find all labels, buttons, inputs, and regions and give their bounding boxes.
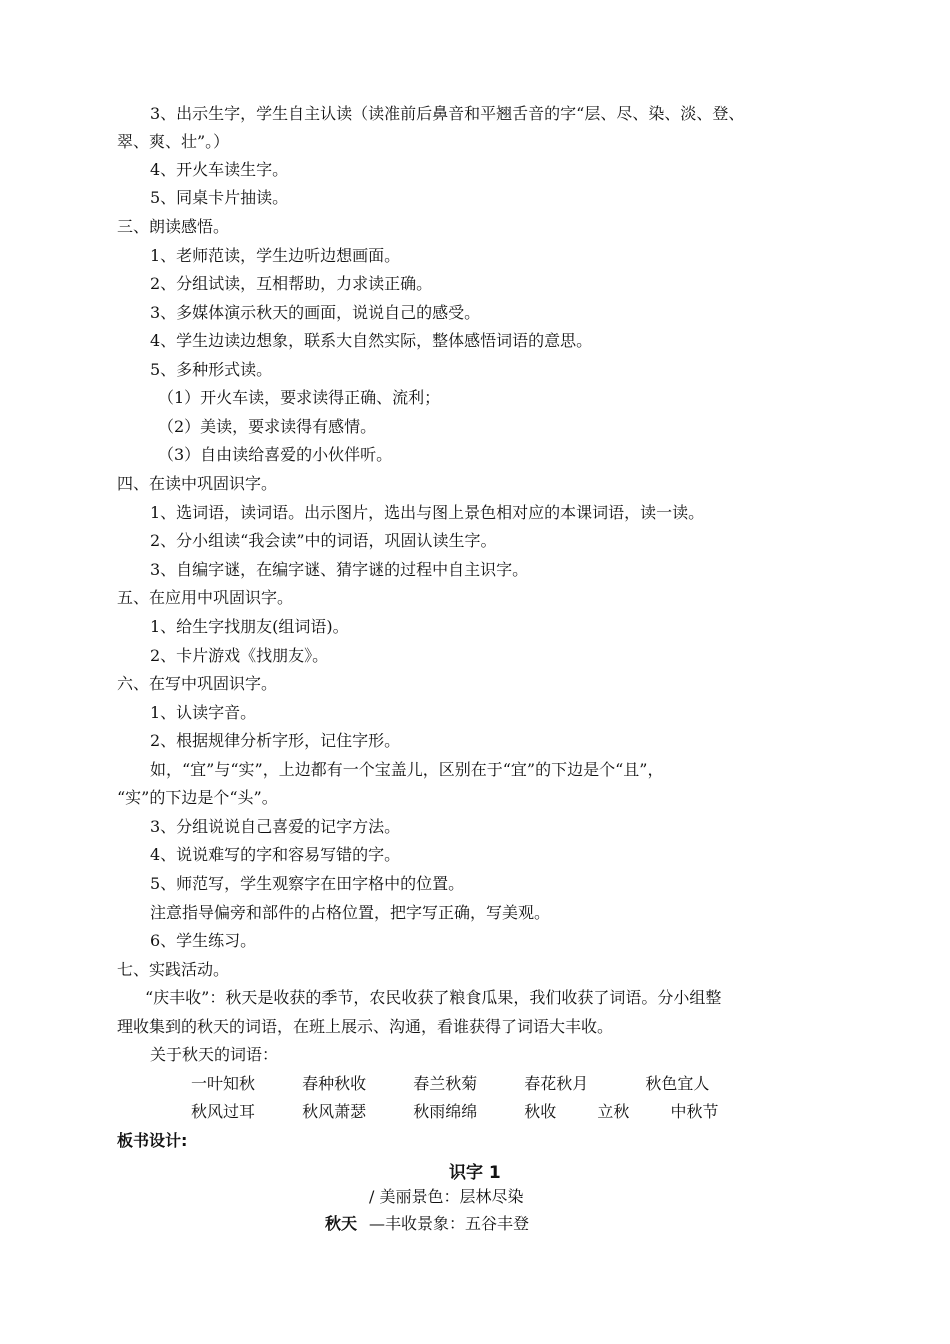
section-heading: 三、朗读感悟。 [117, 217, 230, 236]
board-root: 秋天 [325, 1214, 358, 1233]
section-heading: 七、实践活动。 [117, 960, 230, 979]
word: 秋风萧瑟 [302, 1102, 367, 1121]
body-line: 1、给生字找朋友(组词语)。 [150, 617, 349, 636]
body-line: 关于秋天的词语： [150, 1045, 279, 1064]
body-line: 4、说说难写的字和容易写错的字。 [150, 845, 401, 864]
section-heading: 五、在应用中巩固识字。 [117, 588, 294, 607]
word: 秋雨绵绵 [413, 1102, 478, 1121]
body-line: 2、分小组读“我会读”中的词语，巩固认读生字。 [150, 531, 497, 550]
body-line: 2、根据规律分析字形，记住字形。 [150, 731, 401, 750]
body-line: 2、分组试读，互相帮助，力求读正确。 [150, 274, 433, 293]
autumn-words-row [191, 1102, 718, 1122]
body-line: 1、选词语，读词语。出示图片，选出与图上景色相对应的本课词语，读一读。 [150, 503, 705, 522]
body-line: “实”的下边是个“头”。 [117, 788, 278, 807]
body-line: 3、多媒体演示秋天的画面，说说自己的感受。 [150, 303, 481, 322]
body-line: 3、自编字谜，在编字谜、猜字谜的过程中自主识字。 [150, 560, 529, 579]
body-line: 1、老师范读，学生边听边想画面。 [150, 246, 401, 265]
body-line: （1）开火车读，要求读得正确、流利； [158, 388, 441, 407]
body-line: 理收集到的秋天的词语，在班上展示、沟通，看谁获得了词语大丰收。 [117, 1017, 614, 1036]
word: 春兰秋菊 [413, 1074, 478, 1093]
body-line: 翠、爽、壮”。） [117, 132, 230, 151]
body-line: （2）美读，要求读得有感情。 [158, 417, 377, 436]
body-line: 6、学生练习。 [150, 931, 257, 950]
body-line: 注意指导偏旁和部件的占格位置，把字写正确，写美观。 [150, 903, 551, 922]
autumn-words-row [191, 1074, 709, 1094]
word: 立秋 [597, 1102, 630, 1121]
board-title: 识字 1 [449, 1163, 501, 1183]
body-line: （3）自由读给喜爱的小伙伴听。 [158, 445, 393, 464]
word: 秋收 [524, 1102, 557, 1121]
word: 秋风过耳 [191, 1102, 256, 1121]
body-line: 5、同桌卡片抽读。 [150, 188, 289, 207]
body-line: 5、多种形式读。 [150, 360, 273, 379]
board-branch-1: / 美丽景色：层林尽染 [369, 1187, 524, 1206]
word: 秋色宜人 [645, 1074, 710, 1093]
board-branch-2: —丰收景象：五谷丰登 [369, 1214, 530, 1233]
body-line: 如，“宜”与“实”，上边都有一个宝盖儿，区别在于“宜”的下边是个“且”， [150, 760, 664, 779]
body-line: 2、卡片游戏《找朋友》。 [150, 646, 329, 665]
section-heading: 四、在读中巩固识字。 [117, 474, 278, 493]
body-line: 3、出示生字，学生自主认读（读准前后鼻音和平翘舌音的字“层、尽、染、淡、登、 [150, 104, 745, 123]
body-line: 5、师范写，学生观察字在田字格中的位置。 [150, 874, 465, 893]
word: 一叶知秋 [191, 1074, 256, 1093]
section-heading: 六、在写中巩固识字。 [117, 674, 278, 693]
board-heading: 板书设计: [117, 1131, 188, 1150]
body-line: 4、开火车读生字。 [150, 160, 289, 179]
word: 中秋节 [670, 1102, 719, 1121]
body-line: 1、认读字音。 [150, 703, 257, 722]
body-line: “庆丰收”：秋天是收获的季节，农民收获了粮食瓜果，我们收获了词语。分小组整 [145, 988, 722, 1007]
word: 春花秋月 [524, 1074, 589, 1093]
body-line: 4、学生边读边想象，联系大自然实际，整体感悟词语的意思。 [150, 331, 593, 350]
word: 春种秋收 [302, 1074, 367, 1093]
body-line: 3、分组说说自己喜爱的记字方法。 [150, 817, 401, 836]
